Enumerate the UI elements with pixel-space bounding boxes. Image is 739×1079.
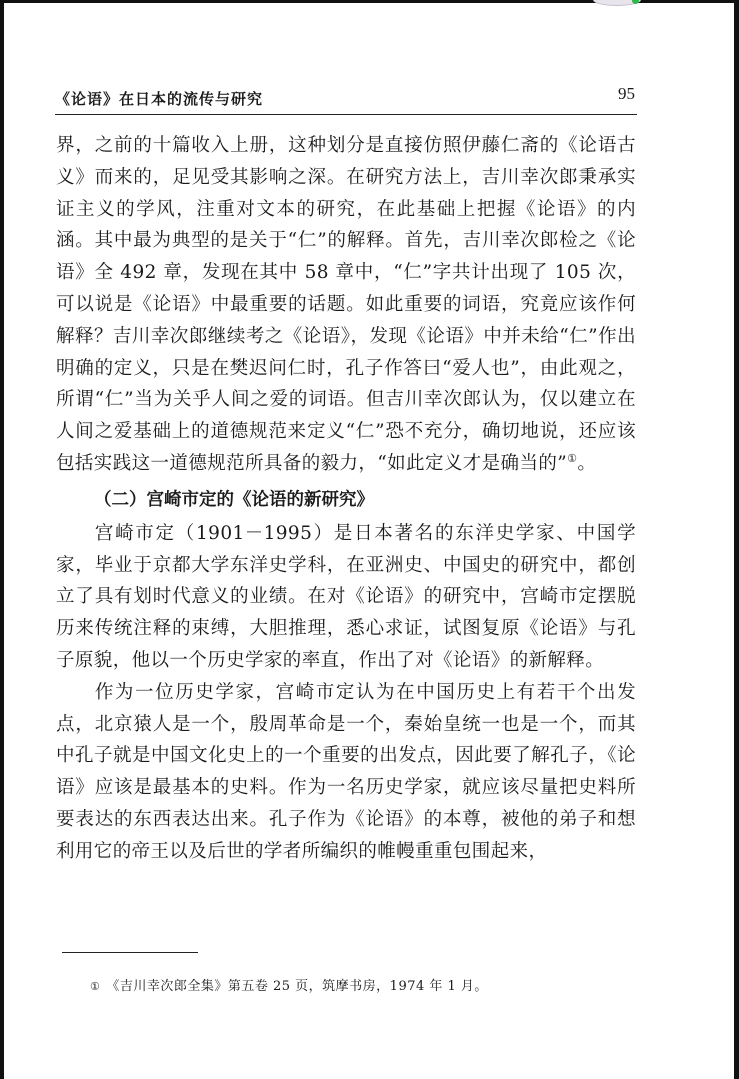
paragraph-2: 宫崎市定（1901－1995）是日本著名的东洋史学家、中国学家，毕业于京都大学东洋史学科，在亚洲史、中国史的研究中，都创立了具有划时代意义的业绩。在对《论语》的研究中，宫崎市定摆脱历来传统注释的束缚，大胆推理，悉心求证，试图复原《论语》与孔子原貌，他以一个历史学家的率直，作出了对《论语》的新解释。 <box>56 522 636 671</box>
footnote-reference[interactable]: ① <box>567 451 578 465</box>
footnote-rule <box>62 952 198 953</box>
paragraph-1 <box>56 130 636 480</box>
paragraph-3: 作为一位历史学家，宫崎市定认为在中国历史上有若干个出发点，北京猿人是一个，殷周革命是一个，秦始皇统一也是一个，而其中孔子就是中国文化史上的一个重要的出发点，因此要了解孔子，《论语》应该是最基本的史料。作为一名历史学家，就应该尽量把史料所要表达的东西表达出来。孔子作为《论语》的本尊，被他的弟子和想利用它的帝王以及后世的学者所编织的帷幔重重包围起来， <box>56 681 636 862</box>
footnote <box>90 975 488 994</box>
body-text <box>56 130 636 868</box>
status-dot-icon <box>632 0 639 4</box>
footnote-mark: ① <box>90 980 101 993</box>
paragraph-1-end: 。 <box>577 452 597 474</box>
section-heading: （二）宫崎市定的《论语的新研究》 <box>94 489 374 510</box>
running-title: 《论语》在日本的流传与研究 <box>55 90 264 108</box>
footnote-text: 《吉川幸次郎全集》第五卷 25 页，筑摩书房，1974 年 1 月。 <box>106 979 488 994</box>
page-header <box>55 84 635 112</box>
header-rule <box>55 114 637 115</box>
paragraph-1-text: 界，之前的十篇收入上册，这种划分是直接仿照伊藤仁斋的《论语古义》而来的，足见受其影响之深。在研究方法上，吉川幸次郎秉承实证主义的学风，注重对文本的研究，在此基础上把握《论语》的内涵。其中最为典型的是关于“仁”的解释。首先，吉川幸次郎检之《论语》全 492 章，发现在其中 58 章中，“仁”字共计出现了 105 次，可以说是《论语》中最重要的话题。如此重要的词语，究竟应该作何解释？吉川幸次郎继续考之《论语》，发现《论语》中并未给“仁”作出明确的定义，只是在樊迟问仁时，孔子作答曰“爱人也”，由此观之，所谓“仁”当为关乎人间之爱的词语。但吉川幸次郎认为，仅以建立在人间之爱基础上的道德规范来定义“仁”恐不充分，确切地说，还应该包括实践这一道德规范所具备的毅力，“如此定义才是确当的” <box>56 135 636 474</box>
scan-border-right <box>734 0 739 1079</box>
scan-border-left <box>0 0 4 1079</box>
page-number: 95 <box>618 84 635 103</box>
